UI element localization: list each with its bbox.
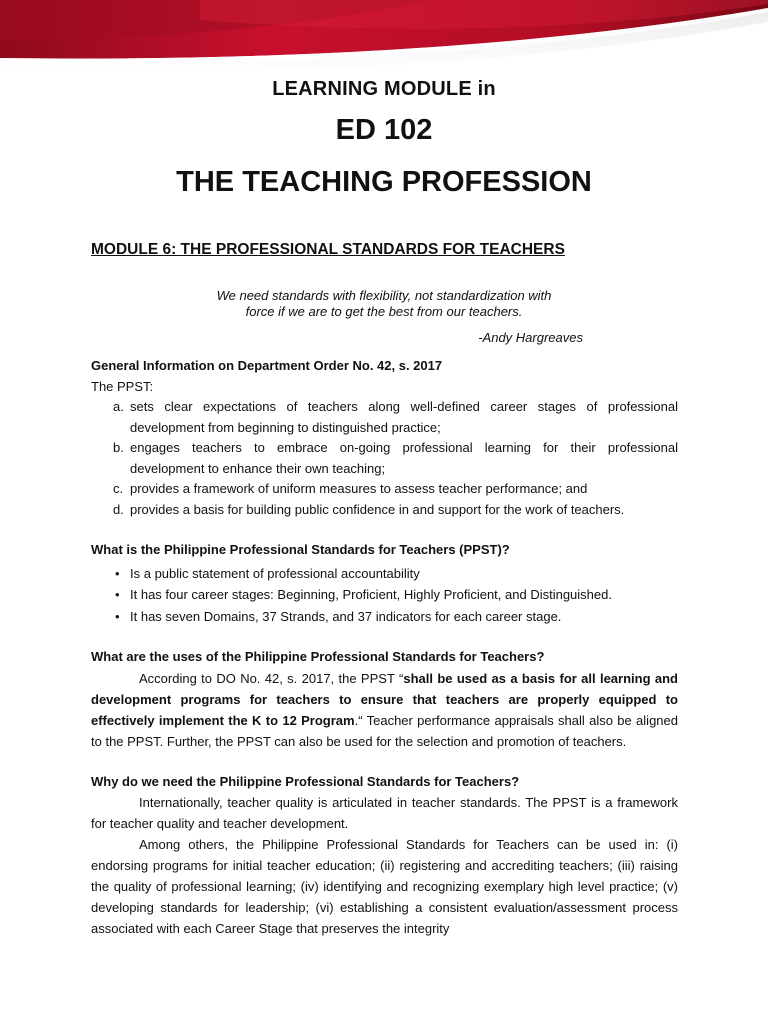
section-heading-why: Why do we need the Philippine Professional Standards for Teachers? <box>91 773 520 789</box>
course-title: THE TEACHING PROFESSION <box>176 166 592 198</box>
list-item <box>91 500 678 521</box>
bullet-text: It has four career stages: Beginning, Proficient, Highly Proficient, and Distinguished. <box>130 587 612 602</box>
bullet-item <box>91 563 678 585</box>
bullet-item <box>91 606 678 628</box>
bullet-icon: • <box>115 587 120 602</box>
why-paragraph-1: Internationally, teacher quality is articulated in teacher standards. The PPST is a framework for teacher quality and teacher development. <box>91 795 678 831</box>
list-item <box>91 397 678 438</box>
list-item-text: provides a framework of uniform measures to assess teacher performance; and <box>130 481 588 496</box>
list-item-text: provides a basis for building public confidence in and support for the work of teachers. <box>130 501 625 517</box>
list-marker: c. <box>113 481 124 496</box>
section-heading-uses: What are the uses of the Philippine Professional Standards for Teachers? <box>91 649 545 664</box>
uses-text-end: .“ Teacher performance appraisals shall also be aligned to the PPST. Further, the PPST can also be used for the selection and promotion of teachers. <box>91 712 678 749</box>
list-marker: b. <box>113 440 124 455</box>
why-paragraph-2: Among others, the Philippine Professional Standards for Teachers can be used in: (i) endorsing programs for initial teacher education; (ii) registering and accrediting teachers; (iii) raising the quality of professional learning; (iv) identifying and recognizing exemplary high level practice; (v) developing standards for leadership; (vi) establishing a consistent evaluation/assessment process associated with each Career Stage that preserves the integrity <box>91 837 678 936</box>
module-heading: MODULE 6: THE PROFESSIONAL STANDARDS FOR TEACHERS <box>91 241 565 258</box>
quote-line-1: We need standards with flexibility, not standardization with <box>216 288 552 303</box>
quote-line-2: force if we are to get the best from our teachers. <box>245 304 523 319</box>
uses-text-emphasis: shall be used as a basis for all learning and development programs for teachers to ensure that teachers are properly equipped to effectively implement the K to 12 Program <box>91 670 678 728</box>
banner-graphic <box>0 0 768 80</box>
quote-author: -Andy Hargreaves <box>478 330 583 345</box>
list-item <box>91 438 678 479</box>
section-heading-what: What is the Philippine Professional Standards for Teachers (PPST)? <box>91 542 510 557</box>
list-item <box>91 479 678 500</box>
document-body <box>91 356 678 939</box>
list-item-text: sets clear expectations of teachers along well-defined career stages of professional development from beginning to distinguished practice; <box>130 399 678 435</box>
list-marker: d. <box>113 501 124 517</box>
ppst-purpose-list <box>91 397 678 520</box>
bullet-icon: • <box>115 608 120 624</box>
header-banner <box>0 0 768 80</box>
epigraph-quote <box>0 288 768 320</box>
bullet-icon: • <box>115 565 120 581</box>
uses-text-start: According to DO No. 42, s. 2017, the PPST “ <box>139 670 404 686</box>
ppst-intro: The PPST: <box>91 378 154 394</box>
module-label: LEARNING MODULE in <box>272 78 496 100</box>
bullet-item <box>91 584 678 606</box>
course-code: ED 102 <box>335 114 433 146</box>
list-item-text: engages teachers to embrace on-going professional learning for their professional development to enhance their own teaching; <box>130 440 678 476</box>
bullet-text: Is a public statement of professional accountability <box>130 565 420 581</box>
uses-paragraph <box>91 668 678 752</box>
section-heading-general: General Information on Department Order No. 42, s. 2017 <box>91 358 443 373</box>
list-marker: a. <box>113 399 124 414</box>
ppst-facts-list <box>91 563 678 628</box>
bullet-text: It has seven Domains, 37 Strands, and 37 indicators for each career stage. <box>130 608 562 624</box>
